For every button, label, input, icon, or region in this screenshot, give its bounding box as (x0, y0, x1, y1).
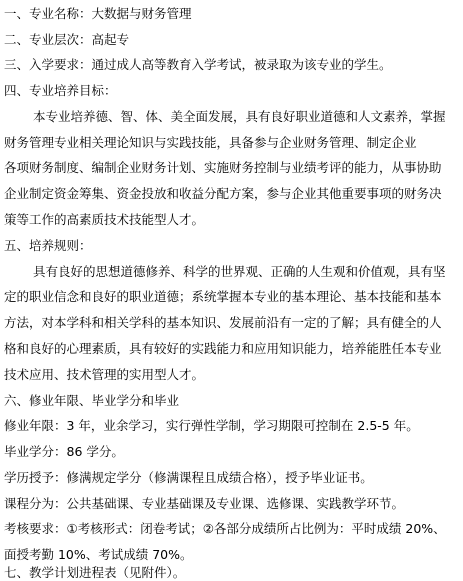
info-line-assessment-cont: 面授考勤 10%、考试成绩 70%。 (4, 547, 193, 562)
section-heading-admission: 三、入学要求：通过成人高等教育入学考试，被录取为该专业的学生。 (4, 57, 392, 72)
paragraph-line: 格和良好的心理素质，具有较好的实践能力和应用知识能力，培养能胜任本专业 (4, 341, 442, 356)
section-heading-rules: 五、培养规则： (4, 238, 92, 253)
paragraph-line: 策等工作的高素质技术技能型人才。 (4, 212, 205, 227)
paragraph-line: 方法，对本学科和相关学科的基本知识、发展前沿有一定的了解；具有健全的人 (4, 315, 442, 330)
info-line-credits: 毕业学分：86 学分。 (4, 444, 124, 459)
paragraph-line: 具有良好的思想道德修养、科学的世界观、正确的人生观和价值观，具有坚 (33, 264, 446, 279)
info-line-courses: 课程分为：公共基础课、专业基础课及专业课、选修课、实践教学环节。 (4, 496, 405, 511)
paragraph-line: 技术应用、技术管理的实用型人才。 (4, 367, 205, 382)
section-heading-objective: 四、专业培养目标： (4, 83, 117, 98)
paragraph-line: 各项财务制度、编制企业财务计划、实施财务控制与业绩考评的能力，从事协助 (4, 160, 442, 175)
section-heading-schedule: 七、教学计划进程表（见附件）。 (4, 565, 186, 580)
paragraph-line: 定的职业信念和良好的职业道德；系统掌握本专业的基本理论、基本技能和基本 (4, 289, 442, 304)
info-line-assessment: 考核要求：①考核形式：闭卷考试；②各部分成绩所占比例为：平时成绩 20%、 (4, 521, 446, 536)
info-line-degree: 学历授予：修满规定学分（修满课程且成绩合格），授予毕业证书。 (4, 470, 373, 485)
section-heading-level: 二、专业层次：高起专 (4, 32, 130, 47)
section-heading-duration: 六、修业年限、毕业学分和毕业 (4, 393, 180, 408)
paragraph-line: 财务管理专业相关理论知识与实践技能，具备参与企业财务管理、制定企业 (4, 135, 417, 150)
info-line-duration: 修业年限：3 年，业余学习，实行弹性学制，学习期限可控制在 2.5-5 年。 (4, 418, 419, 433)
section-heading-major-name: 一、专业名称：大数据与财务管理 (4, 6, 192, 21)
paragraph-line: 企业制定资金筹集、资金投放和收益分配方案，参与企业其他重要事项的财务决 (4, 186, 442, 201)
paragraph-line: 本专业培养德、智、体、美全面发展，具有良好职业道德和人文素养，掌握 (33, 109, 446, 124)
